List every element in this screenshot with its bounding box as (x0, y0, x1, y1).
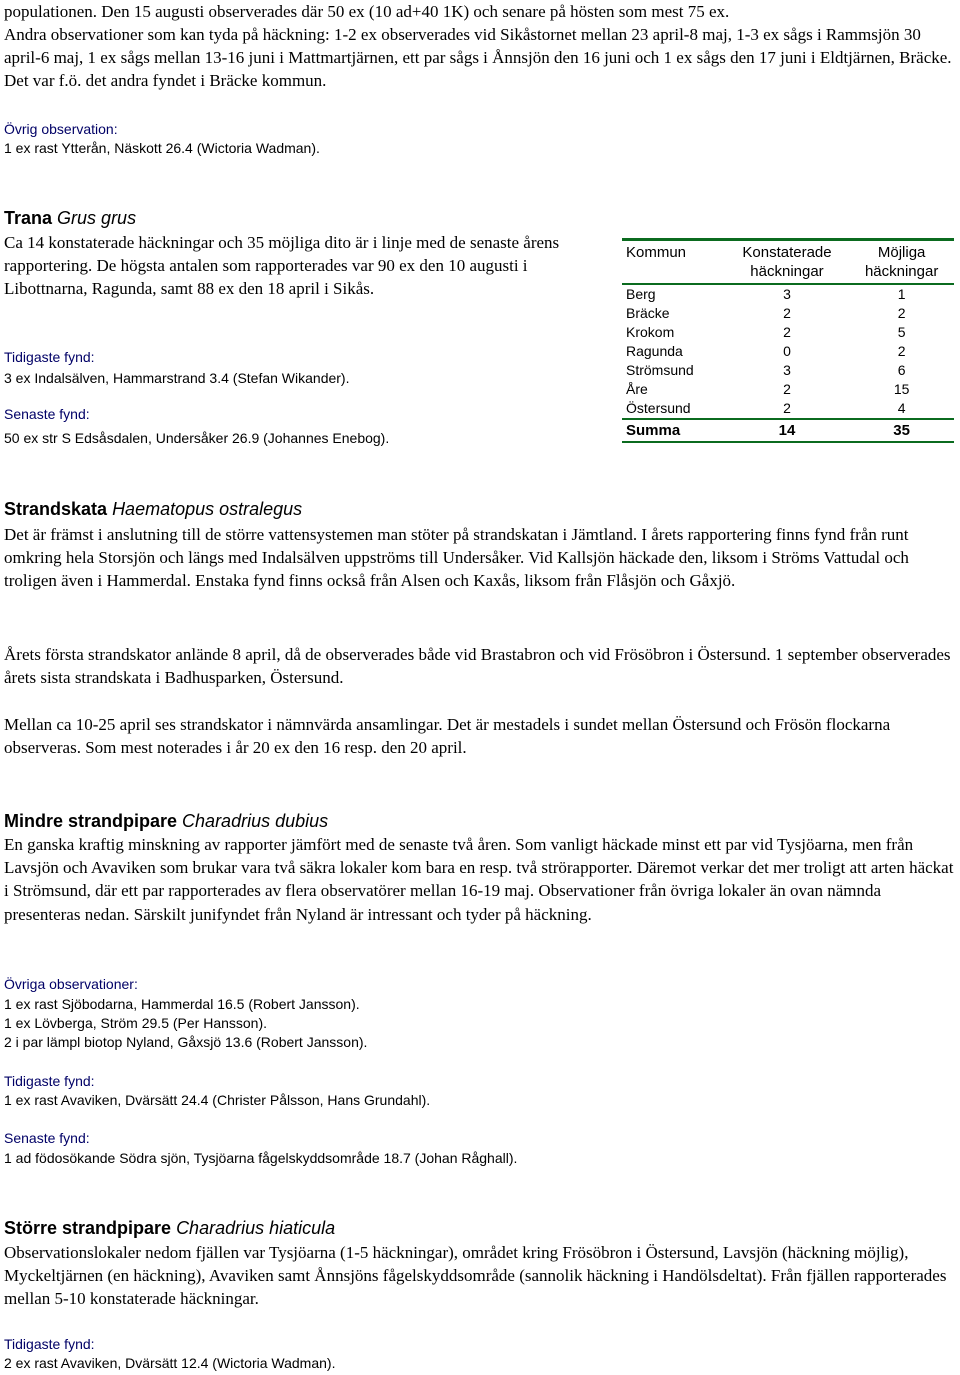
cell-kommun: Ragunda (626, 343, 683, 359)
cell-mojliga: 6 (897, 362, 906, 378)
trana-paragraph: Ca 14 konstaterade häckningar och 35 möjliga dito är i linje med de senaste årens rapportering. De högsta antalen som rapporterades var 90 ex den 10 augusti i Libottnarna, Ragunda, samt 88 ex den 18 april i Sikås. (4, 233, 560, 299)
species-latin: Charadrius hiaticula (176, 1218, 336, 1238)
table-row (622, 304, 954, 323)
list-item: 2 i par lämpl biotop Nyland, Gåxsjö 13.6 (Robert Jansson). (4, 1034, 368, 1050)
strandskata-paragraph-1: Det är främst i anslutning till de större vattensystemen man stöter på strandskatan i Jämtland. I årets rapportering finns fynd från runt omkring hela Storsjön och längs med Indalsälven uppströms till Undersåker. Vid Kallsjön häckade den, liksom i Ströms Vattudal och troligen även i Hammerdal. Enstaka fynd finns också från Alsen och Kaxås, liksom från Flåsjön och Gåxjö. (4, 525, 909, 591)
mindre-tidigaste-text: 1 ex rast Avaviken, Dvärsätt 24.4 (Christer Pålsson, Hans Grundahl). (4, 1092, 431, 1108)
storre-tidigaste-text: 2 ex rast Avaviken, Dvärsätt 12.4 (Wictoria Wadman). (4, 1355, 336, 1371)
cell-kommun: Åre (626, 381, 648, 397)
cell-konstaterade: 2 (783, 305, 791, 321)
species-name: Trana (4, 208, 53, 228)
mindre-ovriga-label: Övriga observationer: (4, 976, 138, 992)
cell-mojliga: 2 (897, 305, 906, 321)
section-heading-trana (4, 207, 136, 229)
table-row (622, 342, 954, 361)
total-konstaterade: 14 (778, 422, 796, 439)
cell-konstaterade: 2 (783, 381, 791, 397)
table-row (622, 323, 954, 342)
cell-kommun: Strömsund (626, 362, 694, 378)
storre-tidigaste-label: Tidigaste fynd: (4, 1336, 95, 1352)
ovrig-observation-label: Övrig observation: (4, 121, 118, 137)
trana-tidigaste-text: 3 ex Indalsälven, Hammarstrand 3.4 (Stefan Wikander). (4, 370, 350, 386)
cell-konstaterade: 3 (783, 286, 791, 302)
strandskata-paragraph-3: Mellan ca 10-25 april ses strandskator i nämnvärda ansamlingar. Det är mestadels i sundet mellan Östersund och Frösön flockarna observeras. Som mest noterades i år 20 ex den 16 resp. den 20 april. (4, 715, 891, 758)
species-latin: Haematopus ostralegus (112, 499, 303, 519)
cell-mojliga: 4 (897, 400, 906, 416)
cell-kommun: Berg (626, 286, 656, 302)
table-header-kommun: Kommun (626, 244, 687, 261)
table-row (622, 284, 954, 304)
trana-tidigaste-label: Tidigaste fynd: (4, 349, 95, 365)
species-latin: Charadrius dubius (182, 811, 329, 831)
cell-konstaterade: 2 (783, 324, 791, 340)
table-total-row (622, 419, 954, 442)
table-row (622, 361, 954, 380)
mindre-senaste-label: Senaste fynd: (4, 1130, 90, 1146)
species-name: Mindre strandpipare (4, 811, 178, 831)
trana-senaste-label: Senaste fynd: (4, 406, 90, 422)
cell-kommun: Krokom (626, 324, 675, 340)
table-header-row (622, 240, 954, 285)
total-mojliga: 35 (893, 422, 910, 439)
cell-mojliga: 2 (897, 343, 906, 359)
section-heading-strandskata (4, 498, 302, 520)
cell-konstaterade: 2 (783, 400, 791, 416)
list-item: 1 ex Lövberga, Ström 29.5 (Per Hansson). (4, 1015, 268, 1031)
table-row (622, 380, 954, 399)
table-row (622, 399, 954, 419)
cell-kommun: Bräcke (626, 305, 670, 321)
cell-konstaterade: 0 (783, 343, 791, 359)
species-latin: Grus grus (57, 208, 137, 228)
table-header-konstaterade: Konstaterade häckningar (742, 244, 832, 280)
cell-mojliga: 1 (897, 286, 906, 302)
species-name: Större strandpipare (4, 1218, 172, 1238)
cell-kommun: Östersund (626, 400, 691, 416)
cell-mojliga: 15 (893, 381, 910, 397)
strandskata-paragraph-2: Årets första strandskator anlände 8 april, då de observerades både vid Brastabron och vid Frösöbron i Östersund. 1 september observerades årets sista strandskata i Badhusparken, Östersund. (4, 645, 951, 688)
cell-mojliga: 5 (897, 324, 906, 340)
table-header-mojliga: Möjliga häckningar (864, 244, 939, 280)
ovrig-observation-text: 1 ex rast Ytterån, Näskott 26.4 (Wictoria Wadman). (4, 140, 320, 156)
section-heading-mindre-strandpipare (4, 810, 328, 832)
list-item: 1 ex rast Sjöbodarna, Hammerdal 16.5 (Robert Jansson). (4, 996, 360, 1012)
trana-kommun-table (622, 238, 959, 443)
intro-line: populationen. Den 15 augusti observerades där 50 ex (10 ad+40 1K) och senare på hösten som mest 75 ex. (4, 2, 730, 21)
mindre-senaste-text: 1 ad födosökande Södra sjön, Tysjöarna fågelskyddsområde 18.7 (Johan Råghall). (4, 1150, 518, 1166)
section-heading-storre-strandpipare (4, 1217, 335, 1239)
storre-paragraph: Observationslokaler nedom fjällen var Tysjöarna (1-5 häckningar), området kring Frösöbron i Östersund, Lavsjön (häckning möjlig), Myckeltjärnen (en häckning), Avaviken samt Ånnsjöns fågelskyddsområde (sannolik häckning i Handölsdeltat). Från fjällen rapporterades mellan 5-10 konstaterade häckningar. (4, 1243, 947, 1309)
mindre-tidigaste-label: Tidigaste fynd: (4, 1073, 95, 1089)
cell-konstaterade: 3 (783, 362, 791, 378)
total-label: Summa (626, 422, 681, 439)
mindre-paragraph: En ganska kraftig minskning av rapporter jämfört med de senaste två åren. Som vanligt häckade minst ett par vid Tysjöarna, men från Lavsjön och Avaviken som brukar vara två säkra lokaler kom bara en resp. två strörapporter. Däremot verkar det mer troligt att arten häckat i Strömsund, där ett par rapporterades av flera observatörer mellan 16-19 maj. Observationer från övriga lokaler än ovan nämnda presenteras nedan. Särskilt junifyndet från Nyland är intressant och tyder på häckning. (4, 835, 954, 924)
intro-paragraph: Andra observationer som kan tyda på häckning: 1-2 ex observerades vid Sikåstornet mellan 23 april-8 maj, 1-3 ex sågs i Rammsjön 30 april-6 maj, 1 ex sågs mellan 13-16 juni i Mattmartjärnen, ett par sågs i Ånnsjön den 16 juni och 1 ex sågs den 17 juni i Eldtjärnen, Bräcke. Det var f.ö. det andra fyndet i Bräcke kommun. (4, 25, 952, 91)
trana-senaste-text: 50 ex str S Edsåsdalen, Undersåker 26.9 (Johannes Enebog). (4, 430, 390, 446)
species-name: Strandskata (4, 499, 108, 519)
